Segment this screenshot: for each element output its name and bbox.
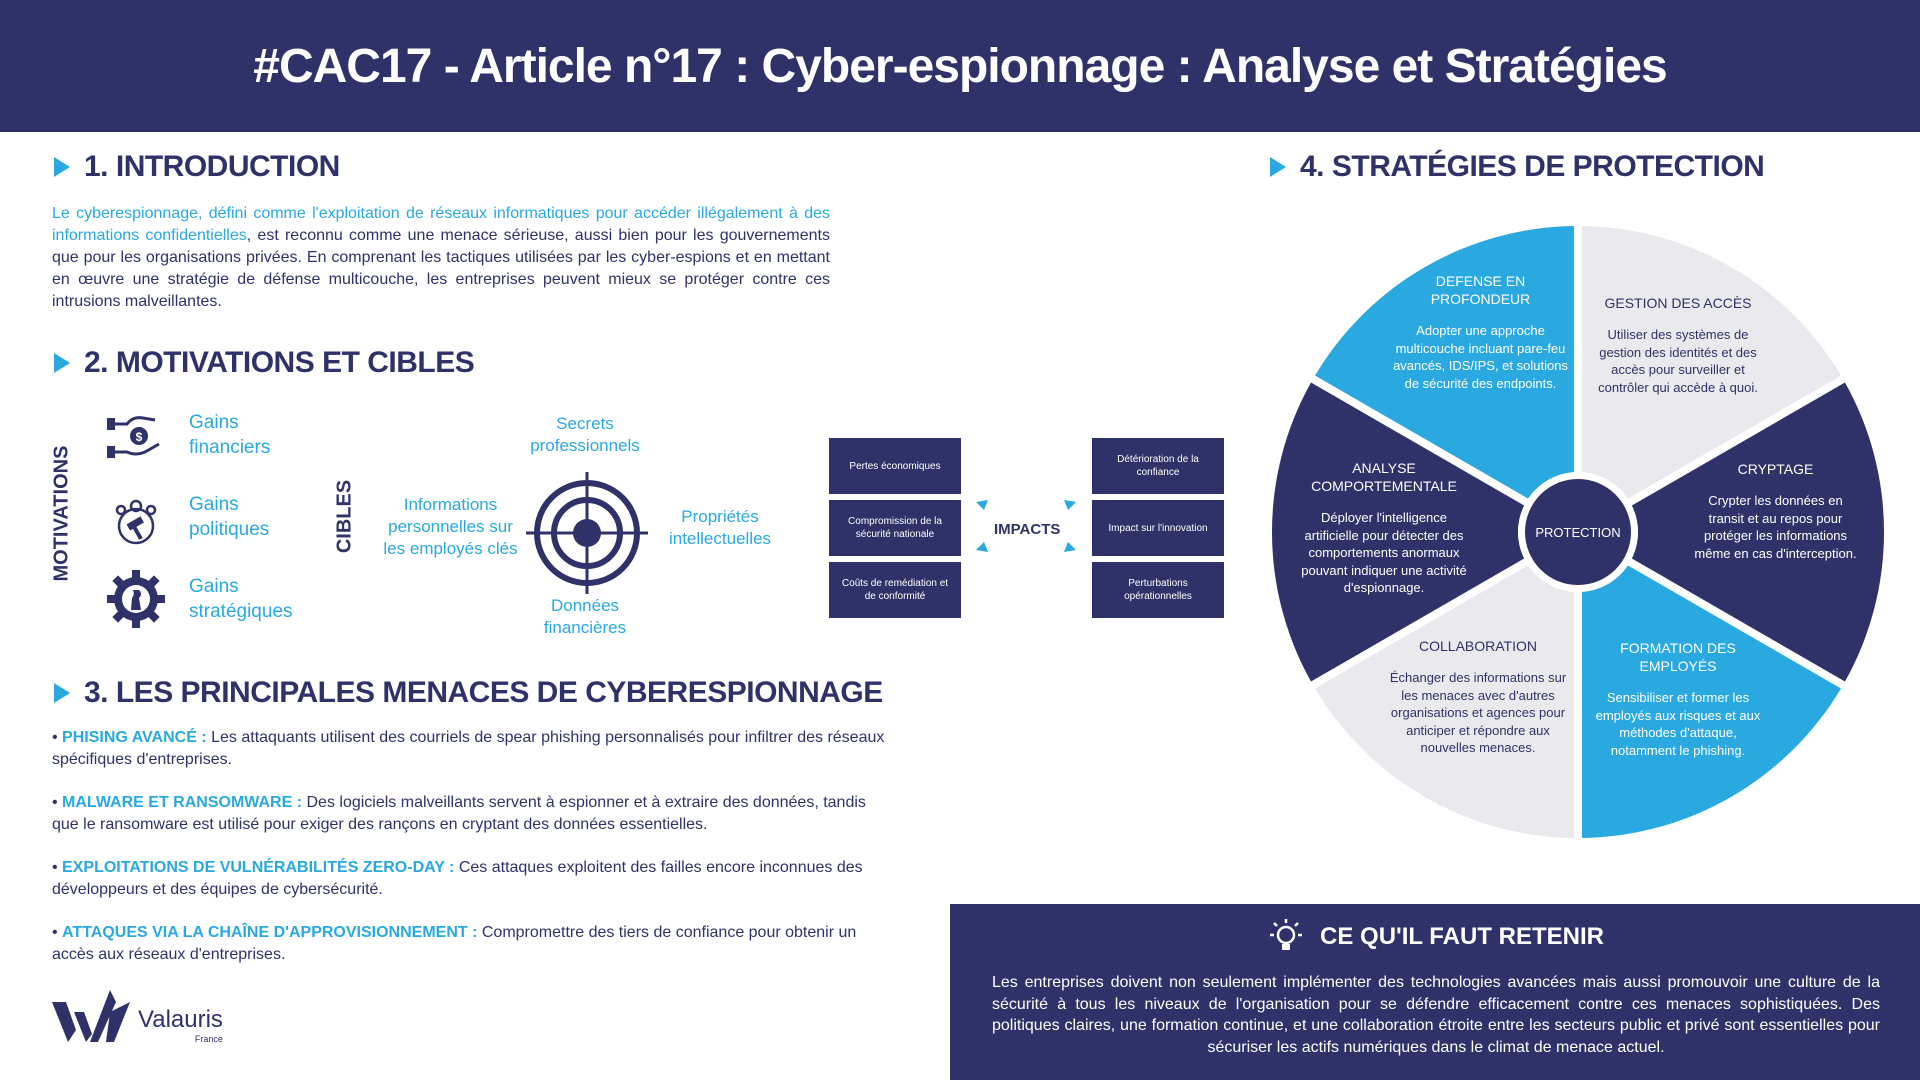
motivations-section-title: 2. MOTIVATIONS ET CIBLES — [54, 346, 474, 380]
chess-gear-icon — [105, 568, 167, 630]
logo-sub: France — [194, 1034, 223, 1044]
intro-paragraph — [52, 203, 830, 313]
logo-name: Valauris — [138, 1006, 223, 1033]
segment-collaboration: COLLABORATION Échanger des informations sur les menaces avec d'autres organisations et agences pour anticiper et répondre aux nouvelles menaces. — [1389, 638, 1567, 755]
protection-center-label: PROTECTION — [1535, 524, 1621, 540]
threat-phishing: • PHISING AVANCÉ : Les attaquants utilisent des courriels de spear phishing personnalisés pour infiltrer des réseaux spécifiques d'entreprises. — [52, 729, 885, 768]
impact-compromission: Compromission de la sécurité nationale — [829, 500, 961, 556]
motivation-politiques: Gains politiques — [189, 494, 270, 540]
triangle-bullet-icon — [54, 353, 70, 373]
protection-wheel — [1268, 222, 1888, 842]
threat-zero-day: • EXPLOITATIONS DE VULNÉRABILITÉS ZERO-DAY : Ces attaques exploitent des failles encore inconnues des développeurs et des équipes de cybersécurité. — [52, 859, 863, 898]
gavel-people-icon — [105, 486, 167, 548]
motivations-label: MOTIVATIONS — [50, 445, 73, 582]
segment-formation: FORMATION DES EMPLOYÉS Sensibiliser et former les employés aux risques et aux méthodes d'attaque, notamment le phishing. — [1595, 640, 1761, 758]
intro-section-title: 1. INTRODUCTION — [54, 150, 340, 184]
cible-secrets: Secrets professionnels — [530, 414, 640, 455]
money-hands-icon — [105, 404, 167, 466]
segment-defense: DEFENSE EN PROFONDEUR Adopter une approche multicouche incluant pare-feu avancés, IDS/IPS, et solutions de sécurité des endpoints. — [1393, 273, 1568, 391]
protection-section-title: 4. STRATÉGIES DE PROTECTION — [1270, 150, 1764, 184]
impact-deterioration: Détérioration de la confiance — [1092, 438, 1224, 494]
motivation-strategiques: Gains stratégiques — [189, 576, 293, 622]
intro-text: , est reconnu comme une menace sérieuse, aussi bien pour les gouvernements que pour les organisations privées. En comprenant les tactiques utilisées par les cyber-espions et en mettant en œuvre une stratégie de défense multicouche, les entreprises peuvent mieux se protéger contre ces intrusions malveillantes. — [52, 227, 830, 310]
key-takeaway-title: CE QU'IL FAUT RETENIR — [1320, 923, 1604, 950]
segment-gestion: GESTION DES ACCÈS Utiliser des systèmes de gestion des identités et des accès pour surveiller et contrôler qui accède à quoi. — [1598, 295, 1758, 395]
threat-malware: • MALWARE ET RANSOMWARE : Des logiciels malveillants servent à espionner et à extraire des données, tandis que le ransomware est utilisé pour exiger des rançons en cryptant des données essentielles. — [52, 794, 866, 833]
triangle-bullet-icon — [54, 683, 70, 703]
segment-analyse: ANALYSE COMPORTEMENTALE Déployer l'intelligence artificielle pour détecter des comportements anormaux pouvant indiquer une activité d'espionnage. — [1301, 460, 1467, 595]
threats-section-title: 3. LES PRINCIPALES MENACES DE CYBERESPIONNAGE — [54, 676, 883, 710]
page-header — [0, 0, 1920, 132]
valauris-logo — [52, 990, 223, 1044]
valauris-logo-icon — [52, 990, 130, 1044]
intro-highlight: Le cyberespionnage, défini comme l'exploitation de réseaux informatiques pour accéder illégalement à des informations confidentielles — [52, 205, 830, 244]
page-title: #CAC17 - Article n°17 : Cyber-espionnage : Analyse et Stratégies — [253, 39, 1667, 93]
key-takeaway-panel — [950, 904, 1920, 1080]
impact-couts: Coûts de remédiation et de conformité — [829, 562, 961, 618]
motivation-financiers: Gains financiers — [189, 412, 271, 458]
segment-cryptage: CRYPTAGE Crypter les données en transit et au repos pour protéger les informations même en cas d'interception. — [1694, 461, 1857, 561]
key-takeaway-text: Les entreprises doivent non seulement implémenter des technologies avancées mais aussi promouvoir une culture de la sécurité à tous les niveaux de l'organisation pour se défendre efficacement contre ces menaces sophistiquées. Des politiques claires, une formation continue, et une collaboration étroite entre les secteurs public et privé sont essentielles pour sécuriser les actifs numériques dans le climat de menace actuel. — [992, 974, 1880, 1056]
target-icon — [526, 472, 648, 594]
impact-perturbations: Perturbations opérationnelles — [1092, 562, 1224, 618]
cible-donnees: Données financières — [543, 596, 627, 637]
key-takeaway-header — [950, 904, 1920, 970]
impacts-label: IMPACTS — [994, 521, 1061, 538]
lightbulb-icon — [1266, 917, 1306, 957]
svg-text:$: $ — [135, 430, 143, 444]
cible-informations: Informations personnelles sur les employés clés — [383, 495, 518, 558]
impact-arrows-icon — [974, 496, 1078, 556]
threats-list — [52, 727, 892, 987]
threat-supply-chain: • ATTAQUES VIA LA CHAÎNE D'APPROVISIONNEMENT : Compromettre des tiers de confiance pour obtenir un accès aux réseaux d'entreprises. — [52, 924, 857, 963]
cibles-label: CIBLES — [333, 479, 356, 554]
impact-innovation: Impact sur l'innovation — [1092, 500, 1224, 556]
triangle-bullet-icon — [1270, 157, 1286, 177]
cible-proprietes: Propriétés intellectuelles — [668, 507, 772, 548]
impact-pertes: Pertes économiques — [829, 438, 961, 494]
triangle-bullet-icon — [54, 157, 70, 177]
